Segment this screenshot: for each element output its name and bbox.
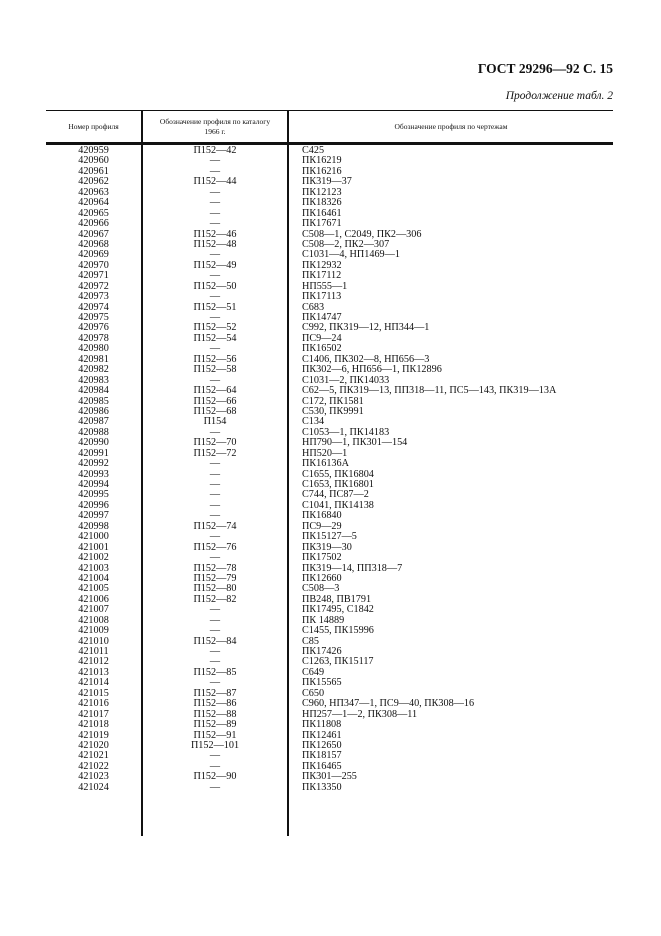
table-row [46, 720, 613, 730]
drawing-designation: ПК16465 [302, 760, 342, 772]
drawing-designation: ПК18326 [302, 197, 342, 209]
profile-number: 420993 [78, 468, 109, 480]
drawing-designation: С1053—1, ПК14183 [302, 426, 390, 438]
drawing-designation: НП520—1 [302, 447, 348, 459]
catalog-1966-designation: — [209, 186, 221, 198]
profile-number: 421007 [78, 604, 109, 616]
table-row [46, 783, 613, 793]
profile-number: 421015 [78, 687, 109, 699]
catalog-1966-designation: П152—48 [193, 238, 237, 250]
profile-number: 420987 [78, 416, 109, 428]
table-body [46, 146, 613, 793]
catalog-1966-designation: — [209, 374, 221, 386]
catalog-1966-designation: П152—80 [193, 583, 237, 595]
drawing-designation: ПК12123 [302, 186, 342, 198]
drawing-designation: ПК17426 [302, 646, 342, 657]
profile-number: 420995 [78, 489, 109, 501]
catalog-1966-designation: — [209, 531, 221, 543]
drawing-designation: ПК319—30 [302, 541, 352, 553]
catalog-1966-designation: П152—91 [193, 729, 237, 741]
catalog-1966-designation: — [209, 510, 221, 522]
catalog-1966-designation: — [209, 499, 221, 511]
profile-number: 420974 [78, 301, 109, 313]
catalog-1966-designation: — [209, 781, 221, 793]
drawing-designation: С62—5, ПК319—13, ПП318—11, ПС5—143, ПК319—13А [302, 385, 557, 397]
profile-number: 420966 [78, 218, 109, 230]
profile-number: 421018 [78, 719, 109, 731]
catalog-1966-designation: П152—74 [193, 520, 237, 532]
catalog-1966-designation: — [209, 552, 221, 564]
catalog-1966-designation: — [209, 468, 221, 480]
profile-number: 420970 [78, 259, 109, 271]
profile-number: 420967 [78, 228, 109, 240]
drawing-designation: С508—2, ПК2—307 [302, 238, 390, 250]
profile-number: 421012 [78, 656, 109, 668]
drawing-designation: С508—1, С2049, ПК2—306 [302, 228, 422, 240]
drawing-designation: ПК17112 [302, 270, 342, 282]
table-row [46, 386, 613, 396]
drawing-designation: С85 [302, 635, 319, 647]
drawing-designation: ПК18157 [302, 750, 342, 762]
drawing-designation: С508—3 [302, 583, 340, 595]
table-continuation-label: Продолжение табл. 2 [505, 90, 613, 102]
drawing-designation: ПК302—6, НП656—1, ПК12896 [302, 364, 442, 376]
catalog-1966-designation: П152—70 [193, 437, 237, 449]
table-header [46, 111, 613, 145]
column-header-profile-number: Номер профиля [68, 121, 119, 131]
profile-number: 420997 [78, 510, 109, 522]
profile-number: 421003 [78, 562, 109, 574]
catalog-1966-designation: П152—52 [193, 322, 237, 334]
profile-number: 420960 [78, 155, 109, 167]
profile-number: 420998 [78, 520, 109, 532]
drawing-designation: С425 [302, 145, 325, 156]
catalog-1966-designation: — [209, 165, 221, 177]
catalog-1966-designation: П152—58 [193, 364, 237, 376]
profile-number: 421014 [78, 677, 109, 689]
drawing-designation: ПК17502 [302, 552, 342, 564]
profile-number: 420991 [78, 447, 109, 459]
profile-number: 421011 [78, 646, 109, 657]
profile-number: 420973 [78, 291, 109, 303]
profile-number: 421002 [78, 552, 109, 564]
profile-number: 420972 [78, 280, 109, 292]
drawing-designation: ПК301—255 [302, 771, 357, 783]
drawing-designation: С134 [302, 416, 325, 428]
profile-number: 421005 [78, 583, 109, 595]
catalog-1966-designation: — [209, 426, 221, 438]
catalog-1966-designation: — [209, 155, 221, 167]
profile-number: 420963 [78, 186, 109, 198]
catalog-1966-designation: — [209, 750, 221, 762]
catalog-1966-designation: — [209, 270, 221, 282]
catalog-1966-designation: — [209, 249, 221, 261]
catalog-1966-designation: П152—72 [193, 447, 237, 459]
catalog-1966-designation: П152—46 [193, 228, 237, 240]
catalog-1966-designation: П152—51 [193, 301, 237, 313]
drawing-designation: С650 [302, 687, 325, 699]
catalog-1966-designation: П154 [203, 416, 227, 428]
profile-number: 420975 [78, 312, 109, 323]
catalog-1966-designation: П152—66 [193, 395, 237, 407]
catalog-1966-designation: — [209, 489, 221, 501]
catalog-1966-designation: — [209, 614, 221, 626]
drawing-designation: НП555—1 [302, 280, 348, 292]
drawing-designation: ПК13350 [302, 781, 342, 793]
drawing-designation: ПК12660 [302, 572, 342, 584]
catalog-1966-designation: П152—68 [193, 405, 237, 417]
profile-number: 420959 [78, 145, 109, 156]
profile-number: 421004 [78, 572, 109, 584]
catalog-1966-designation: П152—87 [193, 687, 237, 699]
catalog-1966-designation: П152—49 [193, 259, 237, 271]
profile-number: 420961 [78, 165, 109, 177]
profile-number: 421000 [78, 531, 109, 543]
drawing-designation: С1455, ПК15996 [302, 625, 374, 637]
profile-number: 420969 [78, 249, 109, 261]
drawing-designation: ПК12650 [302, 739, 342, 751]
drawing-designation: ПК11808 [302, 719, 342, 731]
catalog-1966-designation: П152—86 [193, 698, 237, 710]
column-header-catalog-1966: Обозначение профиля по каталогу 1966 г. [159, 116, 271, 136]
table-row [46, 553, 613, 563]
drawing-designation: ПК17671 [302, 218, 342, 230]
profile-number: 420990 [78, 437, 109, 449]
profile-number: 420983 [78, 374, 109, 386]
drawing-designation: С960, НП347—1, ПС9—40, ПК308—16 [302, 698, 475, 710]
drawing-designation: ПК319—37 [302, 176, 352, 188]
profile-number: 420994 [78, 479, 109, 490]
column-header-drawing-designation: Обозначение профиля по чертежам [394, 121, 508, 131]
catalog-1966-designation: — [209, 677, 221, 689]
catalog-1966-designation: П152—56 [193, 353, 237, 365]
drawing-designation: ПК16461 [302, 207, 342, 219]
catalog-1966-designation: П152—44 [193, 176, 237, 188]
catalog-1966-designation: — [209, 656, 221, 668]
drawing-designation: С1041, ПК14138 [302, 499, 374, 511]
drawing-designation: С530, ПК9991 [302, 405, 364, 417]
catalog-1966-designation: — [209, 291, 221, 303]
drawing-designation: ПК14747 [302, 312, 342, 323]
table-row [46, 292, 613, 302]
catalog-1966-designation: П152—89 [193, 719, 237, 731]
drawing-designation: С1031—2, ПК14033 [302, 374, 390, 386]
catalog-1966-designation: П152—79 [193, 572, 237, 584]
profile-number: 421020 [78, 739, 109, 751]
drawing-designation: ПК 14889 [302, 614, 345, 626]
profile-number: 421006 [78, 593, 109, 605]
drawing-designation: ПК319—14, ПП318—7 [302, 562, 403, 574]
drawing-designation: С1263, ПК15117 [302, 656, 374, 668]
catalog-1966-designation: — [209, 604, 221, 616]
catalog-1966-designation: — [209, 760, 221, 772]
catalog-1966-designation: П152—54 [193, 332, 237, 344]
drawing-designation: ПС9—24 [302, 332, 342, 344]
profile-number: 421009 [78, 625, 109, 637]
catalog-1966-designation: П152—82 [193, 593, 237, 605]
catalog-1966-designation: П152—85 [193, 666, 237, 678]
catalog-1966-designation: — [209, 479, 221, 490]
table-row [46, 678, 613, 688]
drawing-designation: С1031—4, НП1469—1 [302, 249, 400, 261]
drawing-designation: ПК12932 [302, 259, 342, 271]
profile-number: 420986 [78, 405, 109, 417]
document-title: ГОСТ 29296—92 С. 15 [477, 61, 613, 76]
drawing-designation: ПК16502 [302, 343, 342, 355]
profile-number: 420978 [78, 332, 109, 344]
drawing-designation: С172, ПК1581 [302, 395, 364, 407]
table-row [46, 459, 613, 469]
profile-number: 420996 [78, 499, 109, 511]
profile-number: 421022 [78, 760, 109, 772]
drawing-designation: НП790—1, ПК301—154 [302, 437, 408, 449]
catalog-1966-designation: П152—50 [193, 280, 237, 292]
table-row [46, 219, 613, 229]
catalog-1966-designation: — [209, 458, 221, 470]
profile-number: 420962 [78, 176, 109, 188]
drawing-designation: ПВ248, ПВ1791 [302, 593, 372, 605]
profile-number: 421008 [78, 614, 109, 626]
drawing-designation: С1406, ПК302—8, НП656—3 [302, 353, 430, 365]
table-row [46, 657, 613, 667]
catalog-1966-designation: — [209, 625, 221, 637]
profile-number: 421024 [78, 781, 109, 793]
catalog-1966-designation: П152—101 [190, 739, 240, 751]
drawing-designation: С649 [302, 666, 325, 678]
profile-number: 420982 [78, 364, 109, 376]
drawing-designation: С1655, ПК16804 [302, 468, 374, 480]
profile-number: 421016 [78, 698, 109, 710]
drawing-designation: ПК12461 [302, 729, 342, 741]
profile-number: 420965 [78, 207, 109, 219]
catalog-1966-designation: — [209, 646, 221, 657]
catalog-1966-designation: — [209, 218, 221, 230]
drawing-designation: ПС9—29 [302, 520, 342, 532]
catalog-1966-designation: П152—64 [193, 385, 237, 397]
drawing-designation: ПК17113 [302, 291, 342, 303]
profile-number: 420981 [78, 353, 109, 365]
table-row [46, 626, 613, 636]
profile-number: 421021 [78, 750, 109, 762]
profile-number: 421001 [78, 541, 109, 553]
profile-number: 420985 [78, 395, 109, 407]
catalog-1966-designation: — [209, 343, 221, 355]
drawing-designation: ПК15127—5 [302, 531, 357, 543]
drawing-designation: С744, ПС87—2 [302, 489, 369, 501]
profile-number: 420984 [78, 385, 109, 397]
profile-number: 420992 [78, 458, 109, 470]
drawing-designation: ПК16840 [302, 510, 342, 522]
profile-number: 421019 [78, 729, 109, 741]
catalog-1966-designation: П152—76 [193, 541, 237, 553]
drawing-designation: С992, ПК319—12, НП344—1 [302, 322, 430, 334]
profile-number: 420968 [78, 238, 109, 250]
profile-number: 420980 [78, 343, 109, 355]
profile-number: 421013 [78, 666, 109, 678]
table-row [46, 407, 613, 417]
profile-number: 420988 [78, 426, 109, 438]
catalog-1966-designation: — [209, 312, 221, 323]
catalog-1966-designation: П152—90 [193, 771, 237, 783]
drawing-designation: ПК16216 [302, 165, 342, 177]
drawing-designation: ПК17495, С1842 [302, 604, 374, 616]
drawing-designation: ПК16136А [302, 458, 349, 470]
drawing-designation: НП257—1—2, ПК308—11 [302, 708, 418, 720]
profile-table [46, 110, 613, 836]
catalog-1966-designation: — [209, 197, 221, 209]
drawing-designation: С683 [302, 301, 325, 313]
profile-number: 421010 [78, 635, 109, 647]
profile-number: 421023 [78, 771, 109, 783]
drawing-designation: С1653, ПК16801 [302, 479, 374, 490]
profile-number: 420976 [78, 322, 109, 334]
catalog-1966-designation: — [209, 207, 221, 219]
profile-number: 421017 [78, 708, 109, 720]
catalog-1966-designation: П152—78 [193, 562, 237, 574]
drawing-designation: ПК15565 [302, 677, 342, 689]
catalog-1966-designation: П152—42 [193, 145, 237, 156]
profile-number: 420964 [78, 197, 109, 209]
drawing-designation: ПК16219 [302, 155, 342, 167]
profile-number: 420971 [78, 270, 109, 282]
catalog-1966-designation: П152—84 [193, 635, 237, 647]
catalog-1966-designation: П152—88 [193, 708, 237, 720]
